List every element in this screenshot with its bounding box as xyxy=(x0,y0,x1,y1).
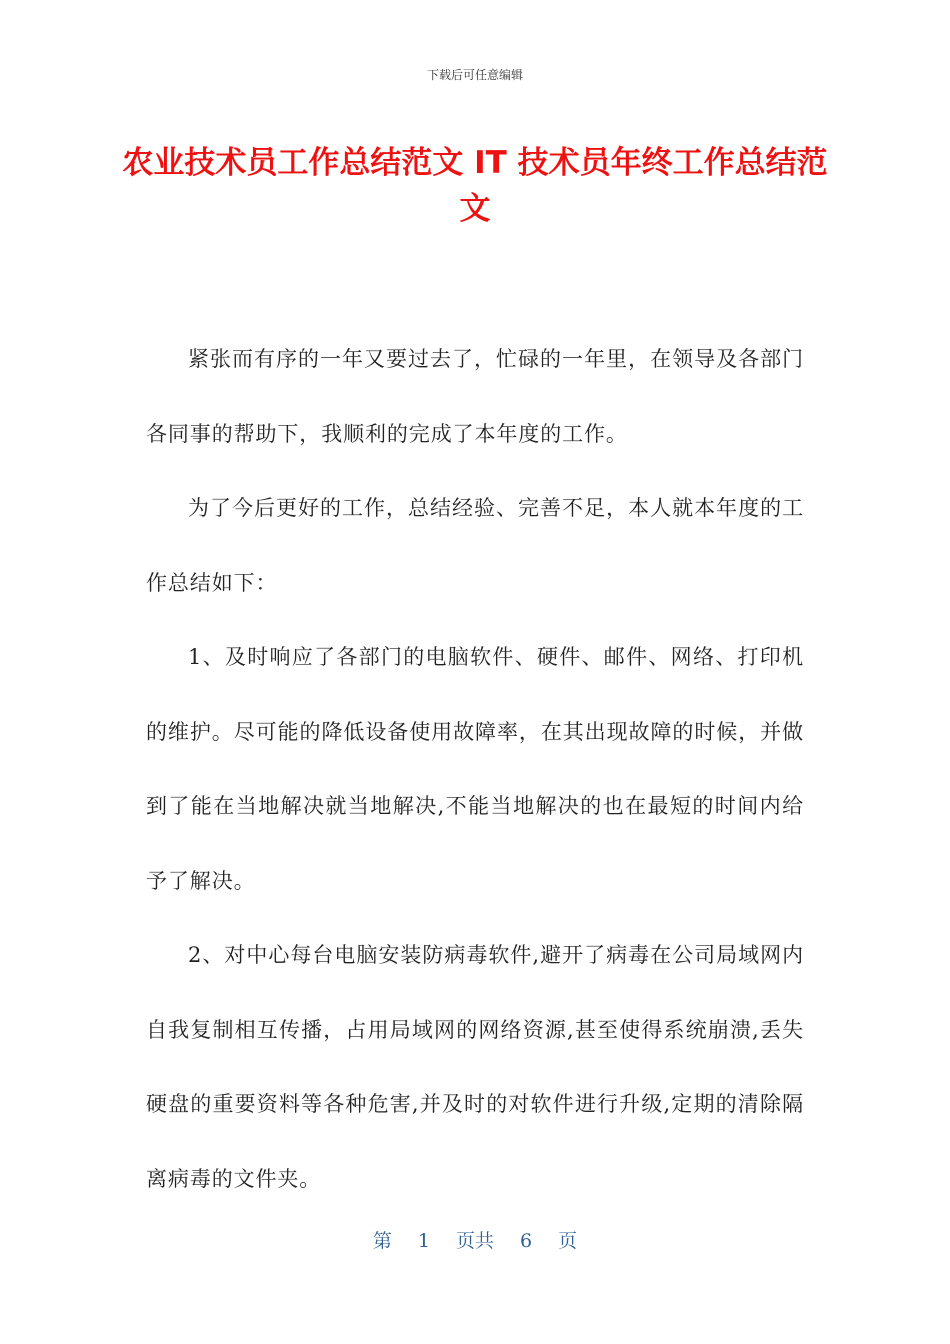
paragraph: 紧张而有序的一年又要过去了，忙碌的一年里，在领导及各部门各同事的帮助下，我顺利的完成了本年度的工作。 xyxy=(146,347,804,446)
page-suffix: 页 xyxy=(558,1230,578,1252)
document-body xyxy=(146,322,804,1216)
paragraph: 为了今后更好的工作，总结经验、完善不足，本人就本年度的工作总结如下： xyxy=(146,496,804,595)
page-footer xyxy=(0,1226,950,1253)
document-title: 农业技术员工作总结范文 IT 技术员年终工作总结范文 xyxy=(122,145,828,227)
paragraph: 2、对中心每台电脑安装防病毒软件,避开了病毒在公司局域网内自我复制相互传播，占用局域网的网络资源,甚至使得系统崩溃,丢失硬盘的重要资料等各种危害,并及时的对软件进行升级,定期的清除隔离病毒的文件夹。 xyxy=(146,943,804,1191)
header-note: 下载后可任意编辑 xyxy=(426,68,523,82)
total-pages-number: 6 xyxy=(520,1230,533,1252)
page-prefix: 第 xyxy=(372,1230,392,1252)
paragraph: 1、及时响应了各部门的电脑软件、硬件、邮件、网络、打印机的维护。尽可能的降低设备使用故障率，在其出现故障的时候，并做到了能在当地解决就当地解决,不能当地解决的也在最短的时间内给予了解决。 xyxy=(146,645,804,893)
current-page-number: 1 xyxy=(417,1230,430,1252)
page-middle: 页共 xyxy=(455,1230,494,1252)
